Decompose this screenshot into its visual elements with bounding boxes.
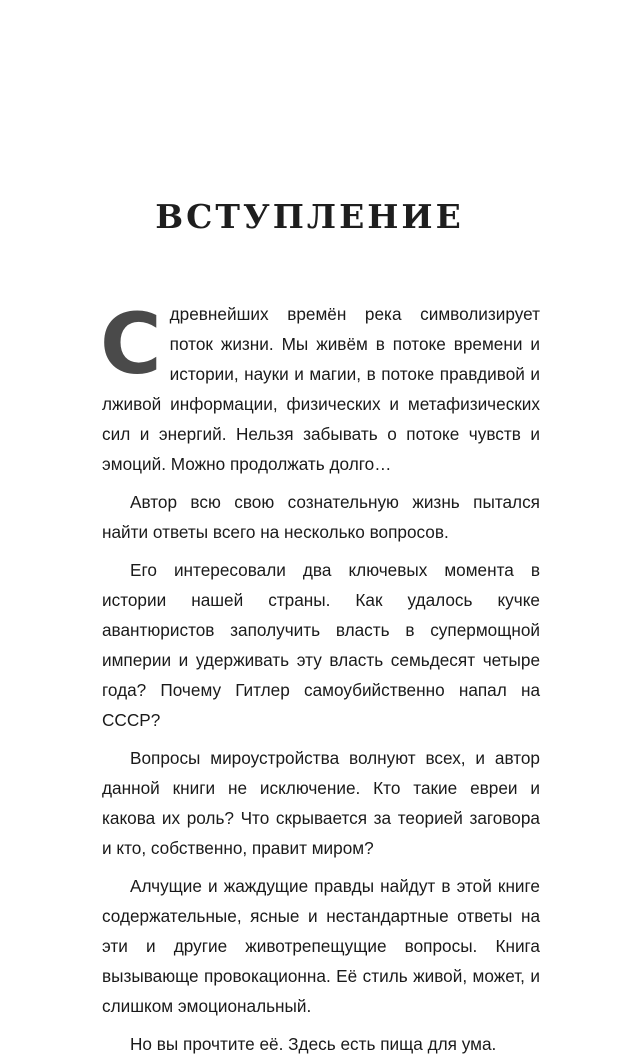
paragraph-1-text: древнейших времён река символизирует поток жизни. Мы живём в потоке времени и истории, науки и магии, в потоке правдивой и лживой информации, физических и метафизических сил и энергий. Нельзя забывать о потоке чувств и эмоций. Можно продолжать долго… bbox=[102, 304, 540, 474]
paragraph-5: Алчущие и жаждущие правды найдут в этой книге содержательные, ясные и нестандартные ответы на эти и другие животрепещущие вопросы. Книга вызывающе провокационна. Её стиль живой, может, и слишком эмоциональный. bbox=[102, 876, 540, 1016]
drop-cap: С bbox=[100, 295, 162, 393]
chapter-title: ВСТУПЛЕНИЕ bbox=[155, 197, 464, 236]
paragraph-4: Вопросы мироустройства волнуют всех, и автор данной книги не исключение. Кто такие евреи и какова их роль? Что скрывается за теорией заговора и кто, собственно, правит миром? bbox=[102, 748, 540, 858]
paragraph-6: Но вы прочтите её. Здесь есть пища для ума. bbox=[130, 1034, 497, 1054]
paragraph-2: Автор всю свою сознательную жизнь пытался найти ответы всего на несколько вопросов. bbox=[102, 492, 540, 542]
paragraph-1 bbox=[100, 295, 540, 479]
paragraph-3: Его интересовали два ключевых момента в истории нашей страны. Как удалось кучке авантюристов заполучить власть в супермощной империи и удерживать эту власть семьдесят четыре года? Почему Гитлер самоубийственно напал на СССР? bbox=[102, 560, 540, 730]
chapter-text bbox=[100, 295, 540, 1059]
